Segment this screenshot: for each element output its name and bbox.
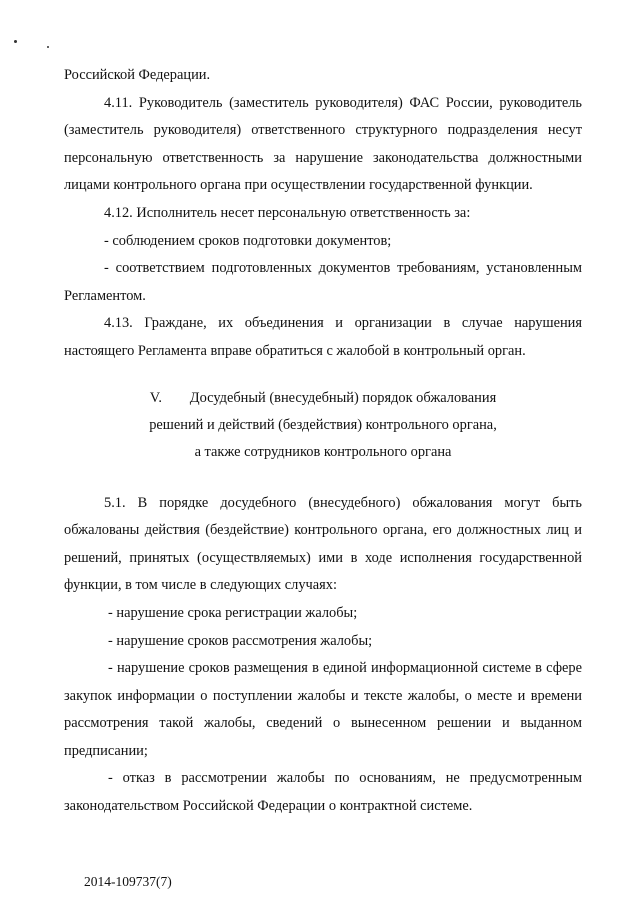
list-item-refusal: - отказ в рассмотрении жалобы по основаниям, не предусмотренным законодательством Российской Федерации о контрактной системе.: [64, 770, 582, 815]
paragraph-4-13: 4.13. Граждане, их объединения и организации в случае нарушения настоящего Регламента вправе обратиться с жалобой в контрольный орган.: [64, 315, 582, 359]
document-code: 2014-109737(7): [84, 874, 172, 889]
section-heading-line-3: а также сотрудников контрольного органа: [194, 443, 452, 460]
section-heading-line-1: V. Досудебный (внесудебный) порядок обжалования: [64, 385, 582, 412]
section-heading-line-2: решений и действий (бездействия) контрольного органа,: [149, 416, 497, 433]
paragraph-4-12: 4.12. Исполнитель несет персональную ответственность за:: [104, 204, 471, 221]
list-item-publication: - нарушение сроков размещения в единой информационной системе в сфере закупок информации о поступлении жалобы и тексте жалобы, о месте и времени рассмотрения такой жалобы, сведений о вынесенном решении и выданном предписании;: [64, 660, 582, 759]
section-number: V.: [149, 389, 162, 406]
scan-speck: [47, 46, 49, 48]
scan-speck: [14, 40, 17, 43]
list-item-registration: - нарушение срока регистрации жалобы;: [108, 604, 358, 621]
list-item-compliance: - соответствием подготовленных документов требованиям, установленным Регламентом.: [64, 260, 582, 304]
paragraph-4-11: 4.11. Руководитель (заместитель руководителя) ФАС России, руководитель (заместитель руководителя) ответственного структурного подразделения несут персональную ответственность за нарушение законодательства должностными лицами контрольного органа при осуществлении государственной функции.: [64, 94, 582, 194]
section-heading: [64, 385, 582, 466]
list-item-deadlines: - соблюдением сроков подготовки документов;: [104, 232, 392, 249]
list-item-review-deadlines: - нарушение сроков рассмотрения жалобы;: [108, 632, 373, 649]
paragraph-5-1: 5.1. В порядке досудебного (внесудебного) обжалования могут быть обжалованы действия (бездействие) контрольного органа, его должностных лиц и решений, принятых (осуществляемых) ими в ходе исполнения государственной функции, в том числе в следующих случаях:: [64, 494, 582, 594]
paragraph-continuation: Российской Федерации.: [64, 67, 211, 83]
